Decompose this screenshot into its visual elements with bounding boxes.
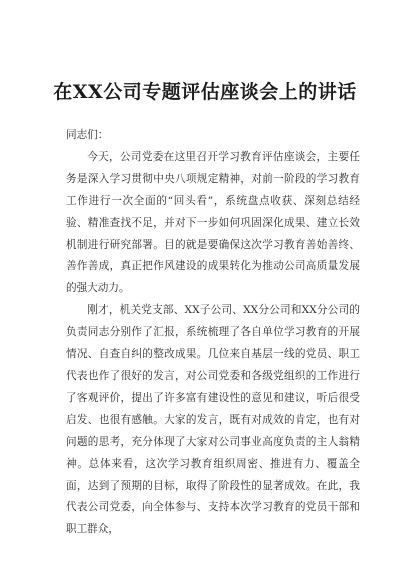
paragraph-reports: 刚才，机关党支部、XX子公司、XX分公司和XX分公司的负责同志分别作了汇报，系统梳理了各自单位学习教育的开展情况、自查自纠的整改成果。几位来自基层一线的党员、职工代表也作了很好的发言，对公司党委和各级党组织的工作进行了客观评价，提出了许多富有建设性的意见和建议，听后很受启发、也很有感触。大家的发言，既有对成效的肯定，也有对问题的思考，充分体现了大家对公司事业高度负责的主人翁精神。总体来看，这次学习教育组织周密、推进有力、覆盖全面，达到了预期的目标，取得了阶段性的显著成效。在此，我代表公司党委，向全体参与、支持本次学习教育的党员干部和职工群众， — [66, 304, 360, 536]
paragraph-opening: 今天，公司党委在这里召开学习教育评估座谈会，主要任务是深入学习贯彻中央八项规定精神，对前一阶段的学习教育工作进行一次全面的“回头看”，系统盘点收获、深刻总结经验、精准查找不足，并对下一步如何巩固深化成果、建立长效机制进行研究部署。目的就是要确保这次学习教育善始善终、善作善成，真正把作风建设的成果转化为推动公司高质量发展的强大动力。 — [66, 150, 360, 295]
document-body — [66, 125, 360, 541]
greeting: 同志们： — [66, 129, 109, 141]
document-title: 在XX公司专题评估座谈会上的讲话 — [53, 81, 357, 103]
